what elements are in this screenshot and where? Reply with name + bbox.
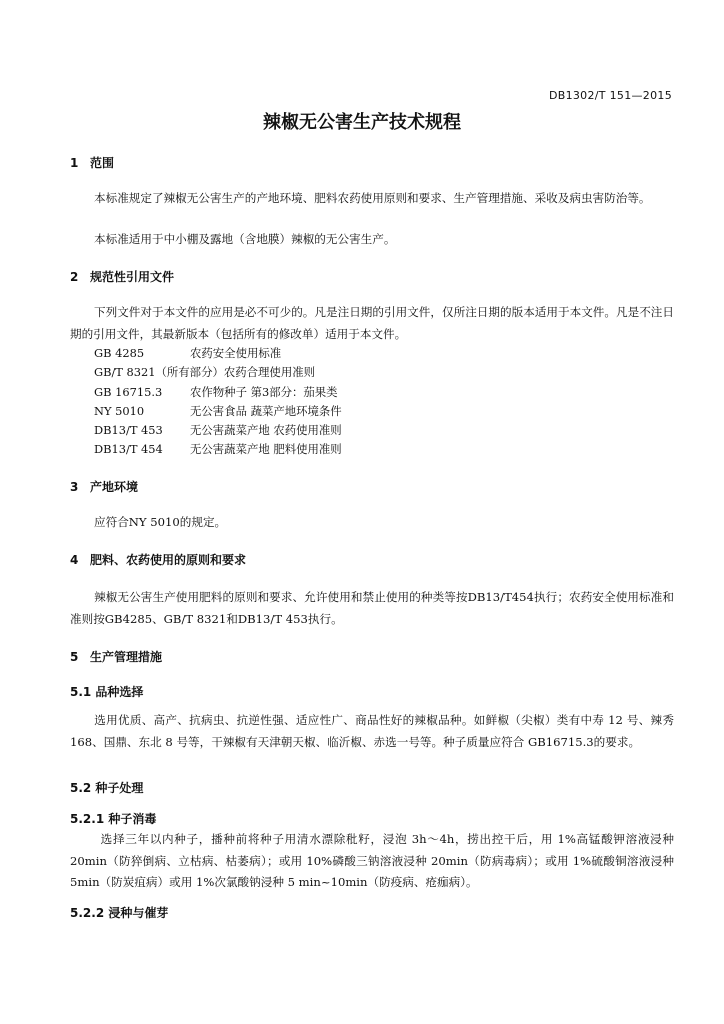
section-3-paragraph-1: 应符合NY 5010的规定。 — [94, 515, 227, 529]
reference-item — [94, 364, 342, 383]
reference-item — [94, 345, 342, 364]
section-2-heading — [70, 268, 174, 285]
section-4-heading — [70, 551, 246, 568]
section-1-paragraph-2: 本标准适用于中小棚及露地（含地膜）辣椒的无公害生产。 — [94, 232, 396, 246]
subsection-5-1-heading: 5.1 品种选择 — [70, 685, 144, 699]
section-title: 产地环境 — [90, 480, 139, 494]
reference-name: 农药合理使用准则 — [223, 365, 315, 380]
reference-code: GB 16715.3 — [94, 384, 163, 399]
subsection-5-2-1-heading: 5.2.1 种子消毒 — [70, 812, 157, 826]
section-number: 5 — [70, 650, 79, 664]
page-title: 辣椒无公害生产技术规程 — [263, 112, 461, 133]
section-3-heading — [70, 478, 138, 495]
reference-item — [94, 403, 342, 422]
section-2-paragraph-1: 下列文件对于本文件的应用是必不可少的。凡是注日期的引用文件，仅所注日期的版本适用于本文件。凡是不注日期的引用文件，其最新版本（包括所有的修改单）适用于本文件。 — [70, 305, 674, 341]
subsection-5-1-paragraph: 选用优质、高产、抗病虫、抗逆性强、适应性广、商品性好的辣椒品种。如鲜椒（尖椒）类有中寿 12 号、辣秀 168、国鼎、东北 8 号等，干辣椒有天津朝天椒、临沂椒、赤选一号等。种子质量应符合 GB16715.3的要求。 — [70, 713, 674, 749]
reference-code: GB/T 8321（所有部分） — [94, 365, 224, 380]
subsection-5-2-2-heading: 5.2.2 浸种与催芽 — [70, 906, 169, 920]
reference-item — [94, 422, 342, 441]
reference-code: DB13/T 454 — [94, 442, 163, 457]
reference-code: NY 5010 — [94, 403, 145, 418]
reference-name: 无公害食品 蔬菜产地环境条件 — [190, 403, 342, 418]
reference-list — [94, 345, 342, 461]
reference-code: GB 4285 — [94, 346, 145, 360]
section-title: 肥料、农药使用的原则和要求 — [90, 553, 247, 567]
section-title: 生产管理措施 — [90, 650, 163, 664]
reference-name: 农作物种子 第3部分：茄果类 — [190, 384, 338, 399]
reference-name: 无公害蔬菜产地 农药使用准则 — [190, 423, 342, 438]
reference-name: 无公害蔬菜产地 肥料使用准则 — [190, 442, 342, 457]
section-5-heading — [70, 648, 162, 665]
document-id: DB1302/T 151—2015 — [548, 89, 672, 102]
section-number: 4 — [70, 553, 79, 567]
section-number: 3 — [70, 480, 79, 494]
subsection-5-2-heading: 5.2 种子处理 — [70, 781, 144, 795]
section-title: 规范性引用文件 — [90, 270, 175, 284]
section-number: 1 — [70, 156, 79, 170]
section-4-paragraph-1: 辣椒无公害生产使用肥料的原则和要求、允许使用和禁止使用的种类等按DB13/T454执行；农药安全使用标准和准则按GB4285、GB/T 8321和DB13/T 453执行。 — [70, 590, 674, 626]
section-title: 范围 — [90, 156, 115, 170]
reference-code: DB13/T 453 — [94, 423, 163, 438]
reference-item — [94, 384, 342, 403]
reference-item — [94, 441, 342, 460]
section-1-heading — [70, 154, 114, 171]
section-number: 2 — [70, 270, 79, 284]
section-1-paragraph-1: 本标准规定了辣椒无公害生产的产地环境、肥料农药使用原则和要求、生产管理措施、采收及病虫害防治等。 — [94, 191, 651, 205]
reference-name: 农药安全使用标准 — [190, 346, 282, 360]
subsection-5-2-1-paragraph: 选择三年以内种子，播种前将种子用清水漂除秕籽，浸泡 3h～4h，捞出控干后，用 1%高锰酸钾溶液浸种 20min（防猝倒病、立枯病、枯萎病）；或用 10%磷酸三钠溶液浸种 20min（防病毒病）；或用 1%硫酸铜溶液浸种 5min（防炭疽病）或用 1%次氯酸钠浸种 5 min~10min（防疫病、疮痂病）。 — [70, 832, 674, 889]
